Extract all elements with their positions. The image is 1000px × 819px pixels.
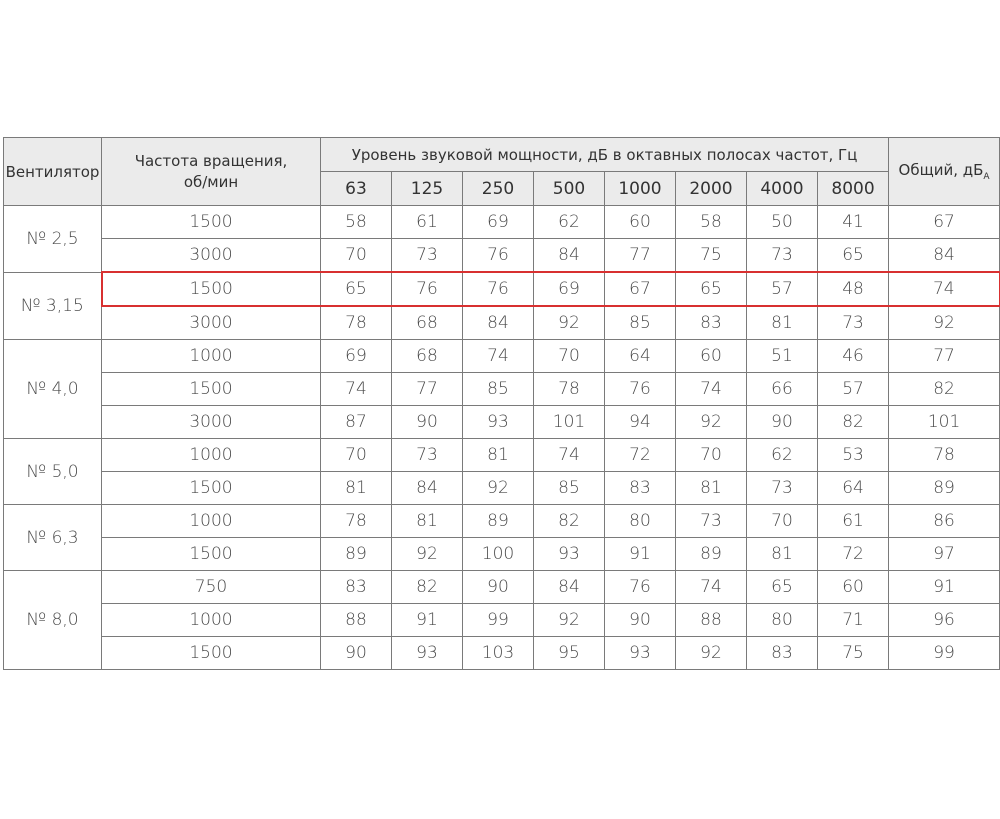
sound-level-cell-250: 81: [463, 439, 534, 472]
sound-level-cell-125: 93: [392, 637, 463, 670]
sound-level-cell-125: 84: [392, 472, 463, 505]
sound-level-cell-250: 93: [463, 406, 534, 439]
sound-level-cell-8000: 60: [818, 571, 889, 604]
table-row: [4, 571, 1000, 604]
table-row: [4, 604, 1000, 637]
sound-level-cell-2000: 65: [676, 272, 747, 306]
total-cell: 96: [889, 604, 1000, 637]
sound-level-cell-2000: 73: [676, 505, 747, 538]
fan-model-cell: № 2,5: [4, 206, 102, 273]
frequency-header-250: 250: [463, 172, 534, 206]
speed-cell: 1500: [102, 538, 321, 571]
frequency-header-8000: 8000: [818, 172, 889, 206]
speed-cell: 3000: [102, 406, 321, 439]
sound-level-cell-4000: 51: [747, 340, 818, 373]
total-cell: 101: [889, 406, 1000, 439]
speed-cell: 750: [102, 571, 321, 604]
sound-level-cell-4000: 81: [747, 538, 818, 571]
sound-level-cell-1000: 60: [605, 206, 676, 239]
total-header-subscript: А: [983, 172, 990, 182]
sound-level-cell-1000: 90: [605, 604, 676, 637]
table-row: [4, 306, 1000, 340]
sound-level-cell-500: 78: [534, 373, 605, 406]
noise-level-table: [3, 137, 1000, 670]
sound-level-cell-500: 101: [534, 406, 605, 439]
sound-level-cell-250: 76: [463, 239, 534, 273]
table-header: [4, 138, 1000, 206]
sound-level-cell-250: 100: [463, 538, 534, 571]
sound-level-cell-1000: 77: [605, 239, 676, 273]
sound-level-cell-2000: 92: [676, 406, 747, 439]
speed-cell: 1500: [102, 272, 321, 306]
sound-level-cell-125: 81: [392, 505, 463, 538]
speed-column-header: [102, 138, 321, 206]
sound-level-cell-4000: 50: [747, 206, 818, 239]
total-cell: 82: [889, 373, 1000, 406]
sound-level-cell-250: 89: [463, 505, 534, 538]
speed-cell: 1500: [102, 637, 321, 670]
sound-level-cell-63: 69: [321, 340, 392, 373]
sound-level-cell-8000: 82: [818, 406, 889, 439]
fan-model-cell: № 5,0: [4, 439, 102, 505]
sound-level-cell-8000: 48: [818, 272, 889, 306]
sound-level-cell-125: 77: [392, 373, 463, 406]
sound-level-cell-1000: 93: [605, 637, 676, 670]
table-row: [4, 239, 1000, 273]
speed-header-line1: Частота вращения,: [134, 151, 288, 170]
sound-level-cell-63: 88: [321, 604, 392, 637]
sound-level-cell-250: 99: [463, 604, 534, 637]
sound-level-cell-125: 92: [392, 538, 463, 571]
frequency-header-2000: 2000: [676, 172, 747, 206]
fan-model-cell: № 8,0: [4, 571, 102, 670]
sound-level-cell-125: 68: [392, 306, 463, 340]
sound-level-cell-4000: 90: [747, 406, 818, 439]
table-row: [4, 472, 1000, 505]
sound-level-cell-125: 91: [392, 604, 463, 637]
speed-cell: 1000: [102, 505, 321, 538]
sound-level-cell-2000: 83: [676, 306, 747, 340]
sound-level-cell-4000: 57: [747, 272, 818, 306]
fan-model-cell: № 3,15: [4, 272, 102, 340]
sound-level-cell-1000: 83: [605, 472, 676, 505]
total-header-label: Общий, дБ: [898, 161, 984, 179]
table-row: [4, 505, 1000, 538]
total-column-header: [889, 138, 1000, 206]
total-cell: 86: [889, 505, 1000, 538]
sound-level-cell-63: 78: [321, 505, 392, 538]
sound-level-cell-8000: 61: [818, 505, 889, 538]
frequency-header-500: 500: [534, 172, 605, 206]
noise-table-container: [3, 137, 999, 670]
total-cell: 99: [889, 637, 1000, 670]
total-cell: 97: [889, 538, 1000, 571]
sound-level-cell-1000: 80: [605, 505, 676, 538]
sound-level-cell-8000: 71: [818, 604, 889, 637]
sound-level-cell-63: 74: [321, 373, 392, 406]
sound-level-cell-8000: 53: [818, 439, 889, 472]
sound-level-cell-2000: 89: [676, 538, 747, 571]
sound-level-cell-500: 92: [534, 604, 605, 637]
sound-level-cell-125: 68: [392, 340, 463, 373]
sound-level-cell-500: 84: [534, 239, 605, 273]
sound-level-cell-8000: 64: [818, 472, 889, 505]
table-row: [4, 340, 1000, 373]
sound-level-cell-2000: 70: [676, 439, 747, 472]
sound-level-cell-250: 103: [463, 637, 534, 670]
sound-level-cell-63: 87: [321, 406, 392, 439]
sound-level-cell-125: 82: [392, 571, 463, 604]
table-row: [4, 373, 1000, 406]
sound-level-cell-8000: 65: [818, 239, 889, 273]
sound-level-cell-8000: 41: [818, 206, 889, 239]
sound-level-cell-4000: 73: [747, 239, 818, 273]
sound-level-cell-250: 69: [463, 206, 534, 239]
sound-level-cell-125: 73: [392, 239, 463, 273]
speed-cell: 1000: [102, 604, 321, 637]
sound-level-cell-500: 84: [534, 571, 605, 604]
sound-level-cell-2000: 75: [676, 239, 747, 273]
sound-level-cell-8000: 75: [818, 637, 889, 670]
sound-level-cell-2000: 58: [676, 206, 747, 239]
sound-level-cell-125: 61: [392, 206, 463, 239]
sound-level-cell-63: 78: [321, 306, 392, 340]
sound-level-cell-1000: 94: [605, 406, 676, 439]
sound-level-cell-125: 90: [392, 406, 463, 439]
sound-level-cell-4000: 73: [747, 472, 818, 505]
table-row: [4, 272, 1000, 306]
sound-level-cell-1000: 85: [605, 306, 676, 340]
sound-level-cell-1000: 67: [605, 272, 676, 306]
sound-level-cell-63: 81: [321, 472, 392, 505]
total-cell: 89: [889, 472, 1000, 505]
sound-level-cell-63: 90: [321, 637, 392, 670]
fan-model-cell: № 6,3: [4, 505, 102, 571]
sound-level-cell-4000: 62: [747, 439, 818, 472]
sound-level-cell-8000: 46: [818, 340, 889, 373]
sound-level-cell-2000: 74: [676, 571, 747, 604]
sound-level-cell-500: 69: [534, 272, 605, 306]
total-cell: 78: [889, 439, 1000, 472]
frequency-header-63: 63: [321, 172, 392, 206]
sound-level-cell-63: 89: [321, 538, 392, 571]
sound-level-cell-250: 76: [463, 272, 534, 306]
sound-level-cell-2000: 81: [676, 472, 747, 505]
table-row: [4, 406, 1000, 439]
sound-level-cell-8000: 73: [818, 306, 889, 340]
frequency-header-1000: 1000: [605, 172, 676, 206]
sound-level-cell-4000: 65: [747, 571, 818, 604]
fan-model-cell: № 4,0: [4, 340, 102, 439]
total-cell: 92: [889, 306, 1000, 340]
sound-level-cell-63: 70: [321, 239, 392, 273]
table-row: [4, 637, 1000, 670]
table-row: [4, 206, 1000, 239]
sound-level-cell-1000: 76: [605, 571, 676, 604]
speed-cell: 3000: [102, 239, 321, 273]
sound-level-cell-250: 90: [463, 571, 534, 604]
sound-level-cell-500: 74: [534, 439, 605, 472]
total-cell: 67: [889, 206, 1000, 239]
speed-cell: 1500: [102, 206, 321, 239]
sound-level-cell-1000: 72: [605, 439, 676, 472]
total-cell: 74: [889, 272, 1000, 306]
sound-level-cell-2000: 60: [676, 340, 747, 373]
fan-column-header: Вентилятор: [4, 138, 102, 206]
sound-level-cell-63: 65: [321, 272, 392, 306]
speed-cell: 1500: [102, 472, 321, 505]
total-cell: 84: [889, 239, 1000, 273]
frequency-header-4000: 4000: [747, 172, 818, 206]
table-row: [4, 439, 1000, 472]
sound-level-cell-8000: 72: [818, 538, 889, 571]
sound-level-cell-1000: 64: [605, 340, 676, 373]
frequency-header-125: 125: [392, 172, 463, 206]
sound-level-cell-1000: 76: [605, 373, 676, 406]
sound-level-cell-63: 58: [321, 206, 392, 239]
table-row: [4, 538, 1000, 571]
sound-level-cell-4000: 70: [747, 505, 818, 538]
sound-level-cell-500: 92: [534, 306, 605, 340]
speed-cell: 3000: [102, 306, 321, 340]
sound-level-cell-125: 73: [392, 439, 463, 472]
sound-level-cell-4000: 66: [747, 373, 818, 406]
sound-level-cell-63: 83: [321, 571, 392, 604]
sound-level-cell-4000: 83: [747, 637, 818, 670]
speed-cell: 1000: [102, 340, 321, 373]
total-cell: 91: [889, 571, 1000, 604]
power-level-header: Уровень звуковой мощности, дБ в октавных полосах частот, Гц: [321, 138, 889, 172]
table-body: [4, 206, 1000, 670]
sound-level-cell-500: 95: [534, 637, 605, 670]
speed-cell: 1500: [102, 373, 321, 406]
sound-level-cell-500: 70: [534, 340, 605, 373]
sound-level-cell-125: 76: [392, 272, 463, 306]
speed-header-line2: об/мин: [183, 172, 239, 191]
sound-level-cell-250: 92: [463, 472, 534, 505]
sound-level-cell-2000: 92: [676, 637, 747, 670]
sound-level-cell-250: 74: [463, 340, 534, 373]
sound-level-cell-500: 82: [534, 505, 605, 538]
sound-level-cell-500: 93: [534, 538, 605, 571]
sound-level-cell-500: 85: [534, 472, 605, 505]
sound-level-cell-2000: 74: [676, 373, 747, 406]
sound-level-cell-2000: 88: [676, 604, 747, 637]
total-cell: 77: [889, 340, 1000, 373]
sound-level-cell-4000: 80: [747, 604, 818, 637]
sound-level-cell-1000: 91: [605, 538, 676, 571]
sound-level-cell-250: 84: [463, 306, 534, 340]
sound-level-cell-250: 85: [463, 373, 534, 406]
speed-cell: 1000: [102, 439, 321, 472]
sound-level-cell-4000: 81: [747, 306, 818, 340]
sound-level-cell-63: 70: [321, 439, 392, 472]
sound-level-cell-500: 62: [534, 206, 605, 239]
sound-level-cell-8000: 57: [818, 373, 889, 406]
